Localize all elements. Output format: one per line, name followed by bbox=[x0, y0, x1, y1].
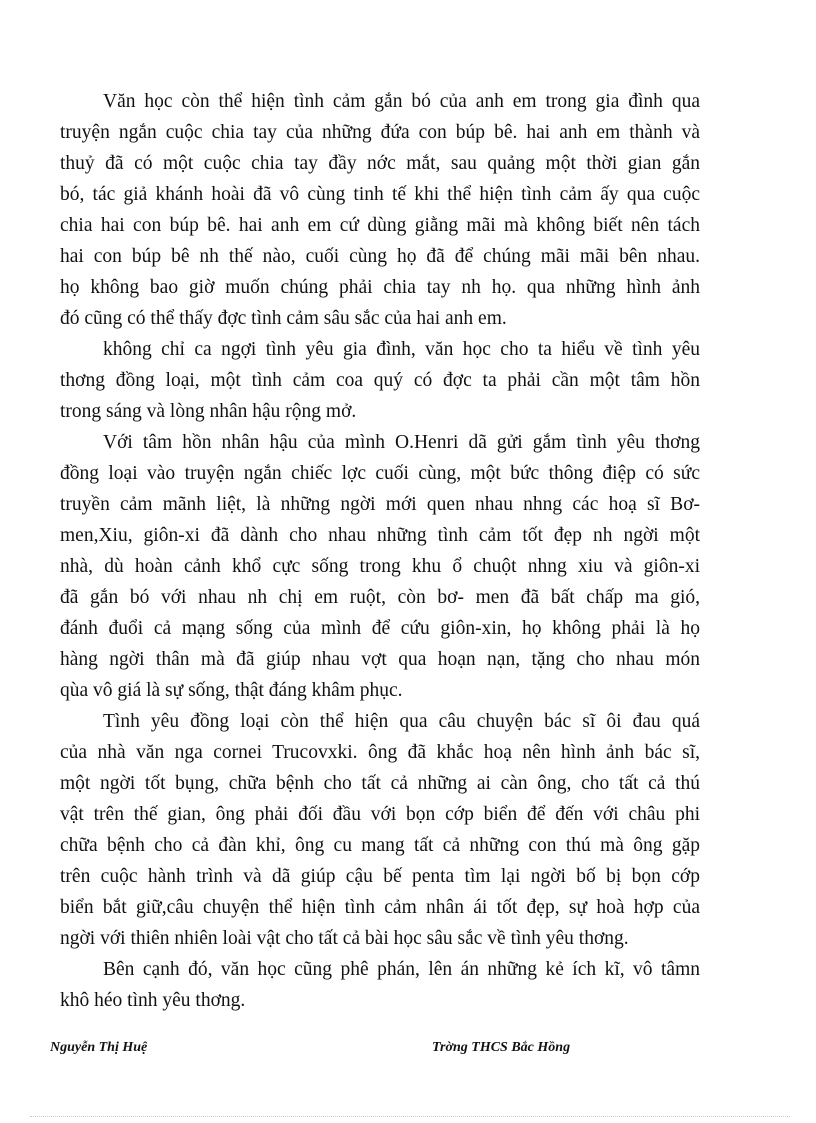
text-line: chia hai con búp bê. hai anh em cứ dùng giằng mãi mà không biết nên tách bbox=[60, 215, 700, 236]
text-line: đó cũng có thể thấy đợc tình cảm sâu sắc của hai anh em. bbox=[60, 308, 507, 329]
text-line: ngời với thiên nhiên loài vật cho tất cả bài học sâu sắc về tình yêu thơng. bbox=[60, 928, 629, 949]
text-line: trên cuộc hành trình và dã giúp cậu bế penta tìm lại ngời bố bị bọn cớp bbox=[60, 866, 700, 887]
text-line: nhà, dù hoàn cảnh khổ cực sống trong khu ổ chuột nhng xiu và giôn-xi bbox=[60, 556, 700, 577]
text-line: đồng loại vào truyện ngắn chiếc lợc cuối cùng, một bức thông điệp có sức bbox=[60, 463, 700, 484]
bottom-divider bbox=[30, 1116, 790, 1117]
text-line: bó, tác giả khánh hoài đã vô cùng tinh tế khi thể hiện tình cảm ấy qua cuộc bbox=[60, 184, 700, 205]
text-line: Văn học còn thể hiện tình cảm gắn bó của anh em trong gia đình qua bbox=[103, 91, 700, 112]
page-footer bbox=[50, 1040, 620, 1064]
paragraph-5 bbox=[60, 954, 700, 1016]
paragraph-3 bbox=[60, 427, 700, 706]
text-line: truyền cảm mãnh liệt, là những ngời mới quen nhau nhng các hoạ sĩ Bơ- bbox=[60, 494, 700, 515]
text-line: biển bắt giữ,câu chuyện thể hiện tình cảm nhân ái tốt đẹp, sự hoà hợp của bbox=[60, 897, 700, 918]
footer-school: Trờng THCS Bắc Hồng bbox=[432, 1040, 571, 1055]
text-line: thuỷ đã có một cuộc chia tay đầy nớc mắt, sau quảng một thời gian gắn bbox=[60, 153, 700, 174]
text-line: không chỉ ca ngợi tình yêu gia đình, văn học cho ta hiểu về tình yêu bbox=[103, 339, 700, 360]
text-line: đã gắn bó với nhau nh chị em ruột, còn bơ- men đã bất chấp ma gió, bbox=[60, 587, 700, 608]
text-line: của nhà văn nga cornei Trucovxki. ông đã khắc hoạ nên hình ảnh bác sĩ, bbox=[60, 742, 700, 763]
text-line: một ngời tốt bụng, chữa bệnh cho tất cả những ai càn ông, cho tất cả thú bbox=[60, 773, 700, 794]
text-line: đánh đuổi cả mạng sống của mình để cứu giôn-xin, họ không phải là họ bbox=[60, 618, 700, 639]
text-line: Bên cạnh đó, văn học cũng phê phán, lên án những kẻ ích kĩ, vô tâmn bbox=[103, 959, 700, 980]
paragraph-2 bbox=[60, 334, 700, 427]
text-line: vật trên thế gian, ông phải đối đầu với bọn cớp biển để đến với châu phi bbox=[60, 804, 700, 825]
text-line: hàng ngời thân mà đã giúp nhau vợt qua hoạn nạn, tặng cho nhau món bbox=[60, 649, 700, 670]
text-line: hai con búp bê nh thế nào, cuối cùng họ đã để chúng mãi mãi bên nhau. bbox=[60, 246, 700, 267]
text-line: men,Xiu, giôn-xi đã dành cho nhau những tình cảm tốt đẹp nh ngời một bbox=[60, 525, 700, 546]
text-line: Với tâm hồn nhân hậu của mình O.Henri dã gửi gắm tình yêu thơng bbox=[103, 432, 700, 453]
text-line: qùa vô giá là sự sống, thật đáng khâm phục. bbox=[60, 680, 403, 701]
text-line: truyện ngắn cuộc chia tay của những đứa con búp bê. hai anh em thành và bbox=[60, 122, 700, 143]
text-line: thơng đồng loại, một tình cảm coa quý có đợc ta phải cần một tâm hồn bbox=[60, 370, 700, 391]
text-line: trong sáng và lòng nhân hậu rộng mở. bbox=[60, 401, 357, 422]
text-line: Tình yêu đồng loại còn thể hiện qua câu chuyện bác sĩ ôi đau quá bbox=[103, 711, 700, 732]
footer-author: Nguyễn Thị Huệ bbox=[50, 1040, 148, 1055]
paragraph-1 bbox=[60, 86, 700, 334]
paragraph-4 bbox=[60, 706, 700, 954]
document-body bbox=[60, 86, 700, 1016]
text-line: họ không bao giờ muốn chúng phải chia tay nh họ. qua những hình ảnh bbox=[60, 277, 700, 298]
text-line: chữa bệnh cho cả đàn khỉ, ông cu mang tất cả những con thú mà ông gặp bbox=[60, 835, 700, 856]
text-line: khô héo tình yêu thơng. bbox=[60, 990, 246, 1011]
